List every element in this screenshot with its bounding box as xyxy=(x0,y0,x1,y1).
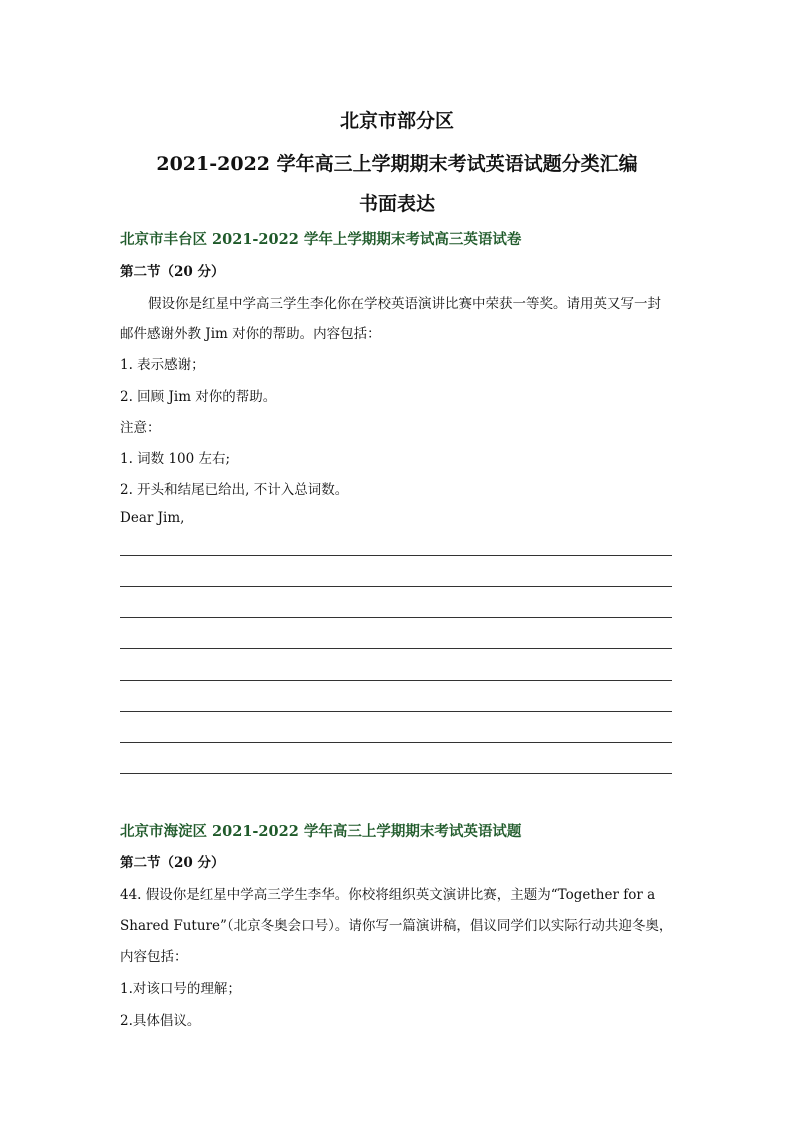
writing-line xyxy=(120,773,672,774)
section1-prompt-line1: 假设你是红星中学高三学生李化你在学校英语演讲比赛中荣获一等奖。请用英又写一封 xyxy=(148,296,661,312)
section1-item2: 2. 回顾 Jim 对你的帮助。 xyxy=(120,389,277,405)
section1-part: 第二节（20 分） xyxy=(120,264,225,280)
section1-notice1: 1. 词数 100 左右; xyxy=(120,451,231,467)
writing-line xyxy=(120,680,672,681)
section1-heading: 北京市丰台区 2021-2022 学年上学期期末考试高三英语试卷 xyxy=(120,231,522,248)
section1-greeting: Dear Jim, xyxy=(120,510,185,526)
section1-item1: 1. 表示感谢； xyxy=(120,357,205,373)
writing-line xyxy=(120,648,672,649)
doc-title-topic: 书面表达 xyxy=(358,193,435,215)
writing-line xyxy=(120,617,672,618)
doc-title-main: 2021-2022 学年高三上学期期末考试英语试题分类汇编 xyxy=(156,153,638,175)
section1-prompt-line2: 邮件感谢外教 Jim 对你的帮助。内容包括： xyxy=(120,326,381,342)
section1-notice2: 2. 开头和结尾已给出, 不计入总词数。 xyxy=(120,482,349,498)
section2-prompt-line2: Shared Future”（北京冬奥会口号）。请你写一篇演讲稿，倡议同学们以实际行动共迎冬奥， xyxy=(120,918,673,934)
section2-item2: 2.具体倡议。 xyxy=(120,1013,201,1029)
section2-prompt-line1: 44. 假设你是红星中学高三学生李华。你校将组织英文演讲比赛，主题为“Together for a xyxy=(120,887,656,903)
section2-item1: 1.对该口号的理解； xyxy=(120,981,241,997)
writing-line xyxy=(120,586,672,587)
writing-line xyxy=(120,555,672,556)
section1-notice: 注意： xyxy=(120,420,161,436)
writing-line xyxy=(120,711,672,712)
writing-line xyxy=(120,742,672,743)
doc-title-region: 北京市部分区 xyxy=(339,110,454,132)
section2-prompt-line3: 内容包括： xyxy=(120,949,188,965)
section2-part: 第二节（20 分） xyxy=(120,855,225,871)
section2-heading: 北京市海淀区 2021-2022 学年高三上学期期末考试英语试题 xyxy=(120,823,522,840)
